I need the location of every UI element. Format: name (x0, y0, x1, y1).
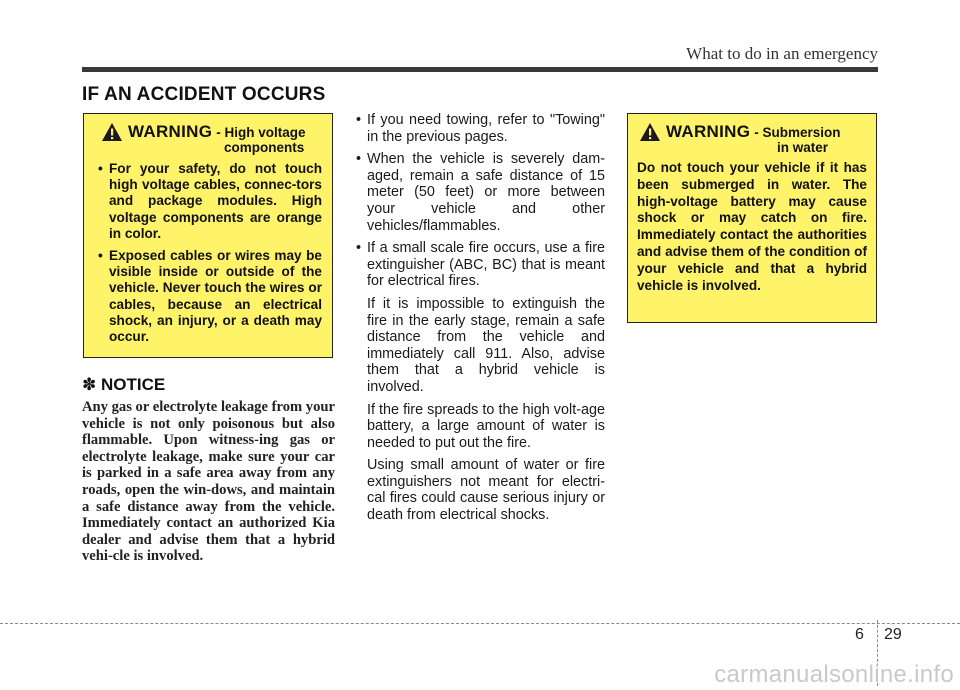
footer-rule (0, 623, 960, 624)
paragraph: If the fire spreads to the high volt-age battery, a large amount of water is needed to put out the fire. (367, 401, 605, 451)
warning-box-high-voltage (83, 113, 333, 358)
warning-header (101, 122, 322, 142)
page-number: 29 (884, 626, 902, 643)
instruction-list (355, 112, 605, 290)
paragraph: Using small amount of water or fire extinguishers not meant for electri-cal fires could cause serious injury or death from electrical shocks. (367, 457, 605, 524)
warning-list (96, 161, 322, 345)
warning-subtitle-cont: components (224, 140, 305, 155)
warning-header (639, 122, 867, 142)
warning-item: • For your safety, do not touch high voltage cables, connec-tors and package modules. High voltage components are orange in color. (96, 161, 322, 242)
warning-subtitle-cont: in water (777, 140, 829, 155)
header-rule (82, 67, 878, 72)
notice-title-text: NOTICE (100, 375, 166, 394)
middle-column (355, 112, 605, 530)
warning-triangle-icon (101, 122, 123, 142)
warning-triangle-icon (639, 122, 661, 142)
warning-body: Do not touch your vehicle if it has been submerged in water. The high-voltage battery may cause shock or may catch on fire. Immediately contact the authorities and advise them of the condition of your vehicle and that a hybrid vehicle is involved. (637, 160, 867, 293)
list-item: • If a small scale fire occurs, use a fire extinguisher (ABC, BC) that is meant for electrical fires. (355, 240, 605, 290)
warning-label: WARNING (128, 122, 213, 141)
paragraph: If it is impossible to extinguish the fire in the early stage, remain a safe distance from the vehicle and immediately call 911. Also, advise them that a hybrid vehicle is involved. (367, 295, 605, 395)
page-chapter-number: 6 (855, 626, 864, 643)
section-title: IF AN ACCIDENT OCCURS (82, 84, 326, 105)
notice-title (82, 375, 165, 395)
list-item: • If you need towing, refer to "Towing" in the previous pages. (355, 112, 605, 145)
page-header-title: What to do in an emergency (686, 44, 878, 63)
warning-box-submersion (627, 113, 877, 323)
warning-subtitle: - High voltage (216, 125, 306, 140)
notice-symbol-icon: ✽ (82, 375, 97, 394)
watermark: carmanualsonline.info (714, 661, 954, 688)
notice-body: Any gas or electrolyte leakage from your vehicle is not only poisonous but also flammable. Upon witness-ing gas or electrolyte leakage, make sure your car is parked in a safe area away from any roads, open the win-dows, and maintain a safe distance away from the vehicle. Immediately contact an authorized Kia dealer and advise them that a hybrid vehi-cle is involved. (82, 399, 335, 565)
list-item: • When the vehicle is severely dam-aged, remain a safe distance of 15 meter (50 feet) or more between your vehicle and other vehicles/flammables. (355, 151, 605, 234)
warning-subtitle: - Submersion (754, 125, 841, 140)
warning-item: • Exposed cables or wires may be visible inside or outside of the vehicle. Never touch the wires or cables, because an electrical shock, an injury, or a death may occur. (96, 248, 322, 345)
warning-label: WARNING (666, 122, 751, 141)
